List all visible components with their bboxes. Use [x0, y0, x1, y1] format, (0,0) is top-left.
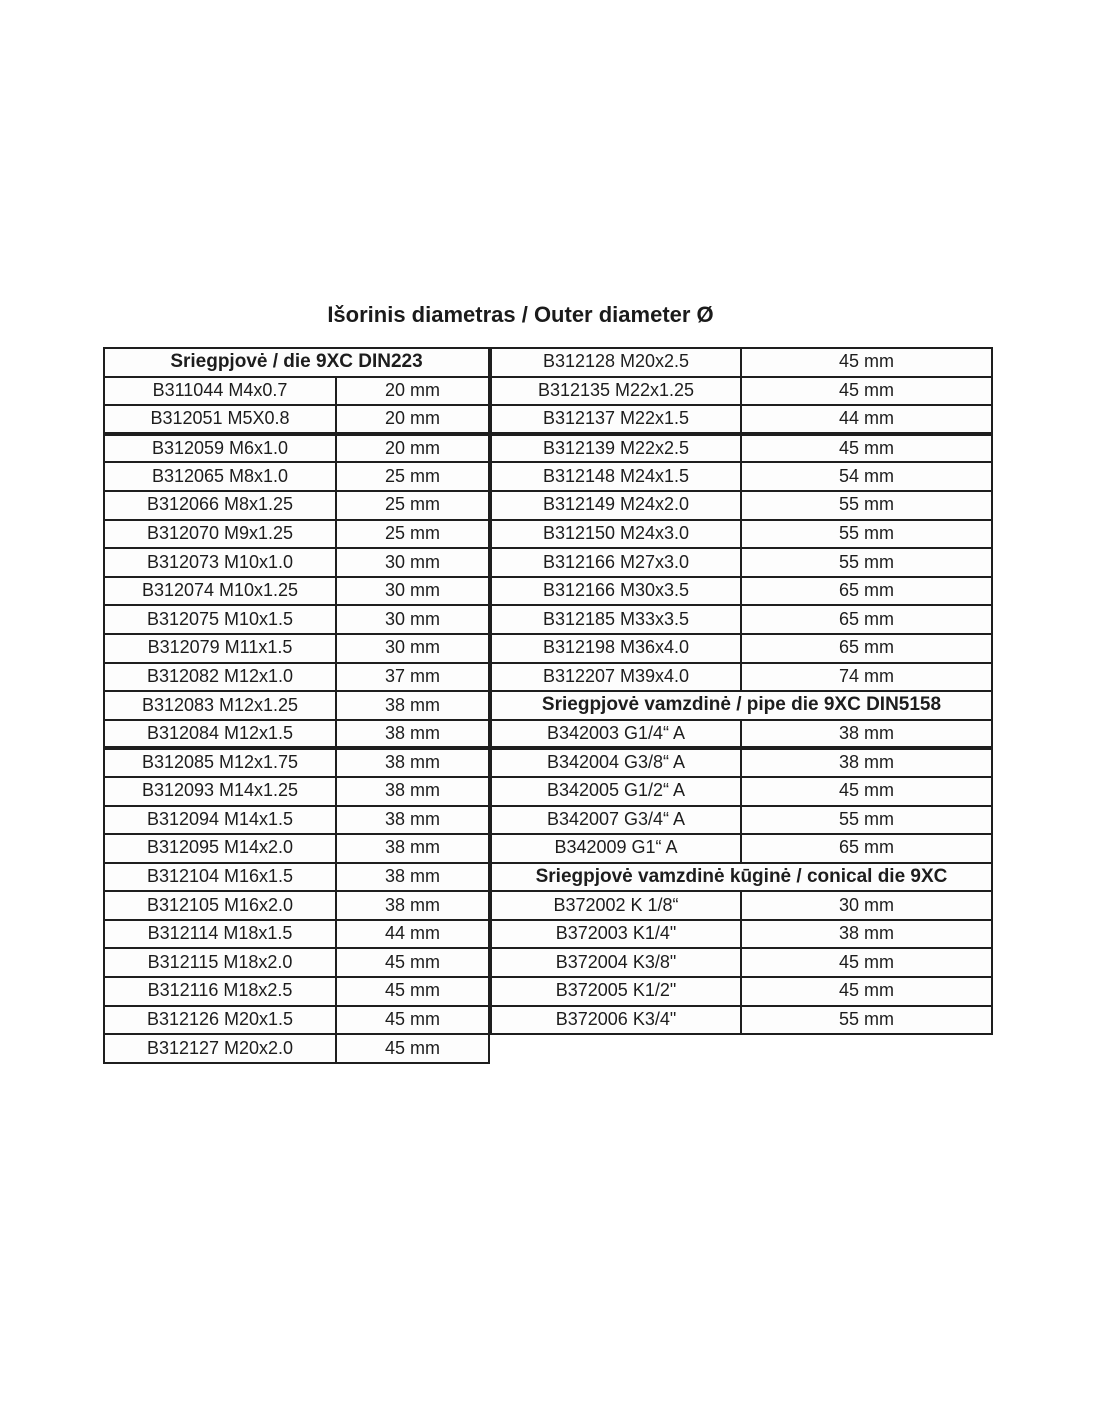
product-code-cell: B312126 M20x1.5 — [104, 1006, 336, 1035]
product-code-cell: B312079 M11x1.5 — [104, 634, 336, 663]
diameter-cell: 38 mm — [336, 834, 489, 863]
diameter-cell: 45 mm — [741, 434, 992, 463]
diameter-cell: 65 mm — [741, 634, 992, 663]
product-code-cell: B312082 M12x1.0 — [104, 663, 336, 692]
table-row — [104, 577, 489, 606]
table-row — [491, 634, 992, 663]
product-code-cell: B312085 M12x1.75 — [104, 748, 336, 777]
product-code-cell: B312051 M5X0.8 — [104, 405, 336, 434]
diameter-cell: 55 mm — [741, 1006, 992, 1035]
diameter-cell: 30 mm — [336, 577, 489, 606]
diameter-cell: 44 mm — [336, 920, 489, 949]
diameter-cell: 38 mm — [336, 691, 489, 720]
product-code-cell: B312074 M10x1.25 — [104, 577, 336, 606]
product-code-cell: B312075 M10x1.5 — [104, 605, 336, 634]
table-row — [104, 377, 489, 406]
table-row — [491, 663, 992, 692]
diameter-cell: 25 mm — [336, 491, 489, 520]
section-header-cell: Sriegpjovė vamzdinė / pipe die 9XC DIN5158 — [491, 691, 992, 720]
diameter-cell: 45 mm — [741, 377, 992, 406]
table-row — [104, 434, 489, 463]
table-row — [491, 834, 992, 863]
diameter-cell: 20 mm — [336, 434, 489, 463]
metric-die-table — [103, 347, 490, 1064]
section-header-cell: Sriegpjovė vamzdinė kūginė / conical die 9XC — [491, 863, 992, 892]
table-row — [491, 348, 992, 377]
product-code-cell: B312116 M18x2.5 — [104, 977, 336, 1006]
diameter-cell: 74 mm — [741, 663, 992, 692]
product-code-cell: B312066 M8x1.25 — [104, 491, 336, 520]
product-code-cell: B372002 K 1/8“ — [491, 891, 741, 920]
product-code-cell: B372006 K3/4" — [491, 1006, 741, 1035]
table-row — [104, 405, 489, 434]
diameter-cell: 65 mm — [741, 577, 992, 606]
section-header-row — [491, 863, 992, 892]
page-title: Išorinis diametras / Outer diameter Ø — [327, 302, 714, 327]
table-row — [491, 405, 992, 434]
diameter-cell: 45 mm — [741, 977, 992, 1006]
product-code-cell: B312073 M10x1.0 — [104, 548, 336, 577]
diameter-cell: 44 mm — [741, 405, 992, 434]
table-row — [104, 605, 489, 634]
table-row — [491, 491, 992, 520]
diameter-cell: 38 mm — [741, 720, 992, 749]
table-row — [104, 777, 489, 806]
product-code-cell: B342003 G1/4“ A — [491, 720, 741, 749]
diameter-cell: 37 mm — [336, 663, 489, 692]
diameter-cell: 30 mm — [336, 605, 489, 634]
diameter-cell: 65 mm — [741, 605, 992, 634]
product-code-cell: B312198 M36x4.0 — [491, 634, 741, 663]
table-row — [104, 491, 489, 520]
product-code-cell: B342007 G3/4“ A — [491, 806, 741, 835]
table-row — [491, 548, 992, 577]
product-code-cell: B312093 M14x1.25 — [104, 777, 336, 806]
product-code-cell: B342004 G3/8“ A — [491, 748, 741, 777]
table-row — [491, 462, 992, 491]
table-row — [104, 462, 489, 491]
table-row — [491, 920, 992, 949]
product-code-cell: B312095 M14x2.0 — [104, 834, 336, 863]
table-row — [104, 634, 489, 663]
table-row — [491, 806, 992, 835]
diameter-cell: 25 mm — [336, 462, 489, 491]
product-code-cell: B312083 M12x1.25 — [104, 691, 336, 720]
product-code-cell: B312094 M14x1.5 — [104, 806, 336, 835]
table-row — [491, 605, 992, 634]
table-row — [491, 891, 992, 920]
diameter-cell: 38 mm — [336, 806, 489, 835]
diameter-cell: 45 mm — [741, 948, 992, 977]
table-row — [104, 834, 489, 863]
product-code-cell: B312114 M18x1.5 — [104, 920, 336, 949]
table-row — [491, 377, 992, 406]
table-row — [491, 748, 992, 777]
product-code-cell: B342005 G1/2“ A — [491, 777, 741, 806]
table-row — [104, 891, 489, 920]
product-code-cell: B312207 M39x4.0 — [491, 663, 741, 692]
section-header-cell: Sriegpjovė / die 9XC DIN223 — [104, 348, 489, 377]
table-row — [104, 663, 489, 692]
diameter-cell: 55 mm — [741, 491, 992, 520]
product-code-cell: B372005 K1/2" — [491, 977, 741, 1006]
product-code-cell: B312070 M9x1.25 — [104, 520, 336, 549]
product-code-cell: B312104 M16x1.5 — [104, 863, 336, 892]
table-row — [491, 777, 992, 806]
diameter-cell: 38 mm — [336, 891, 489, 920]
diameter-cell: 38 mm — [336, 863, 489, 892]
diameter-cell: 45 mm — [336, 1006, 489, 1035]
table-row — [104, 920, 489, 949]
table-row — [104, 720, 489, 749]
table-row — [104, 948, 489, 977]
diameter-tables — [103, 347, 993, 1064]
table-row — [104, 748, 489, 777]
table-row — [104, 863, 489, 892]
product-code-cell: B312139 M22x2.5 — [491, 434, 741, 463]
product-code-cell: B372004 K3/8" — [491, 948, 741, 977]
product-code-cell: B312149 M24x2.0 — [491, 491, 741, 520]
table-row — [491, 720, 992, 749]
product-code-cell: B312128 M20x2.5 — [491, 348, 741, 377]
diameter-cell: 45 mm — [336, 977, 489, 1006]
product-code-cell: B311044 M4x0.7 — [104, 377, 336, 406]
table-row — [104, 520, 489, 549]
diameter-cell: 65 mm — [741, 834, 992, 863]
product-code-cell: B342009 G1“ A — [491, 834, 741, 863]
product-code-cell: B372003 K1/4" — [491, 920, 741, 949]
product-code-cell: B312065 M8x1.0 — [104, 462, 336, 491]
diameter-cell: 38 mm — [336, 720, 489, 749]
diameter-cell: 20 mm — [336, 377, 489, 406]
diameter-cell: 45 mm — [741, 777, 992, 806]
diameter-cell: 20 mm — [336, 405, 489, 434]
diameter-cell: 38 mm — [741, 748, 992, 777]
diameter-cell: 55 mm — [741, 806, 992, 835]
table-row — [491, 434, 992, 463]
product-code-cell: B312084 M12x1.5 — [104, 720, 336, 749]
diameter-cell: 30 mm — [741, 891, 992, 920]
diameter-cell: 54 mm — [741, 462, 992, 491]
product-code-cell: B312115 M18x2.0 — [104, 948, 336, 977]
table-row — [104, 977, 489, 1006]
table-row — [491, 948, 992, 977]
product-code-cell: B312137 M22x1.5 — [491, 405, 741, 434]
table-row — [491, 520, 992, 549]
diameter-cell: 55 mm — [741, 520, 992, 549]
table-row — [491, 977, 992, 1006]
diameter-cell: 25 mm — [336, 520, 489, 549]
section-header-row — [491, 691, 992, 720]
product-code-cell: B312166 M30x3.5 — [491, 577, 741, 606]
table-row — [491, 1006, 992, 1035]
section-header-row — [104, 348, 489, 377]
table-row — [104, 548, 489, 577]
diameter-cell: 45 mm — [336, 948, 489, 977]
product-code-cell: B312148 M24x1.5 — [491, 462, 741, 491]
table-row — [491, 577, 992, 606]
product-code-cell: B312166 M27x3.0 — [491, 548, 741, 577]
diameter-cell: 38 mm — [336, 777, 489, 806]
diameter-cell: 45 mm — [741, 348, 992, 377]
product-code-cell: B312059 M6x1.0 — [104, 434, 336, 463]
product-code-cell: B312127 M20x2.0 — [104, 1034, 336, 1063]
table-row — [104, 1006, 489, 1035]
diameter-cell: 30 mm — [336, 634, 489, 663]
product-code-cell: B312185 M33x3.5 — [491, 605, 741, 634]
product-code-cell: B312135 M22x1.25 — [491, 377, 741, 406]
table-row — [104, 1034, 489, 1063]
table-row — [104, 806, 489, 835]
diameter-cell: 30 mm — [336, 548, 489, 577]
diameter-cell: 38 mm — [741, 920, 992, 949]
table-row — [104, 691, 489, 720]
diameter-cell: 38 mm — [336, 748, 489, 777]
product-code-cell: B312150 M24x3.0 — [491, 520, 741, 549]
product-code-cell: B312105 M16x2.0 — [104, 891, 336, 920]
diameter-cell: 55 mm — [741, 548, 992, 577]
diameter-cell: 45 mm — [336, 1034, 489, 1063]
pipe-and-conical-die-table — [490, 347, 993, 1035]
